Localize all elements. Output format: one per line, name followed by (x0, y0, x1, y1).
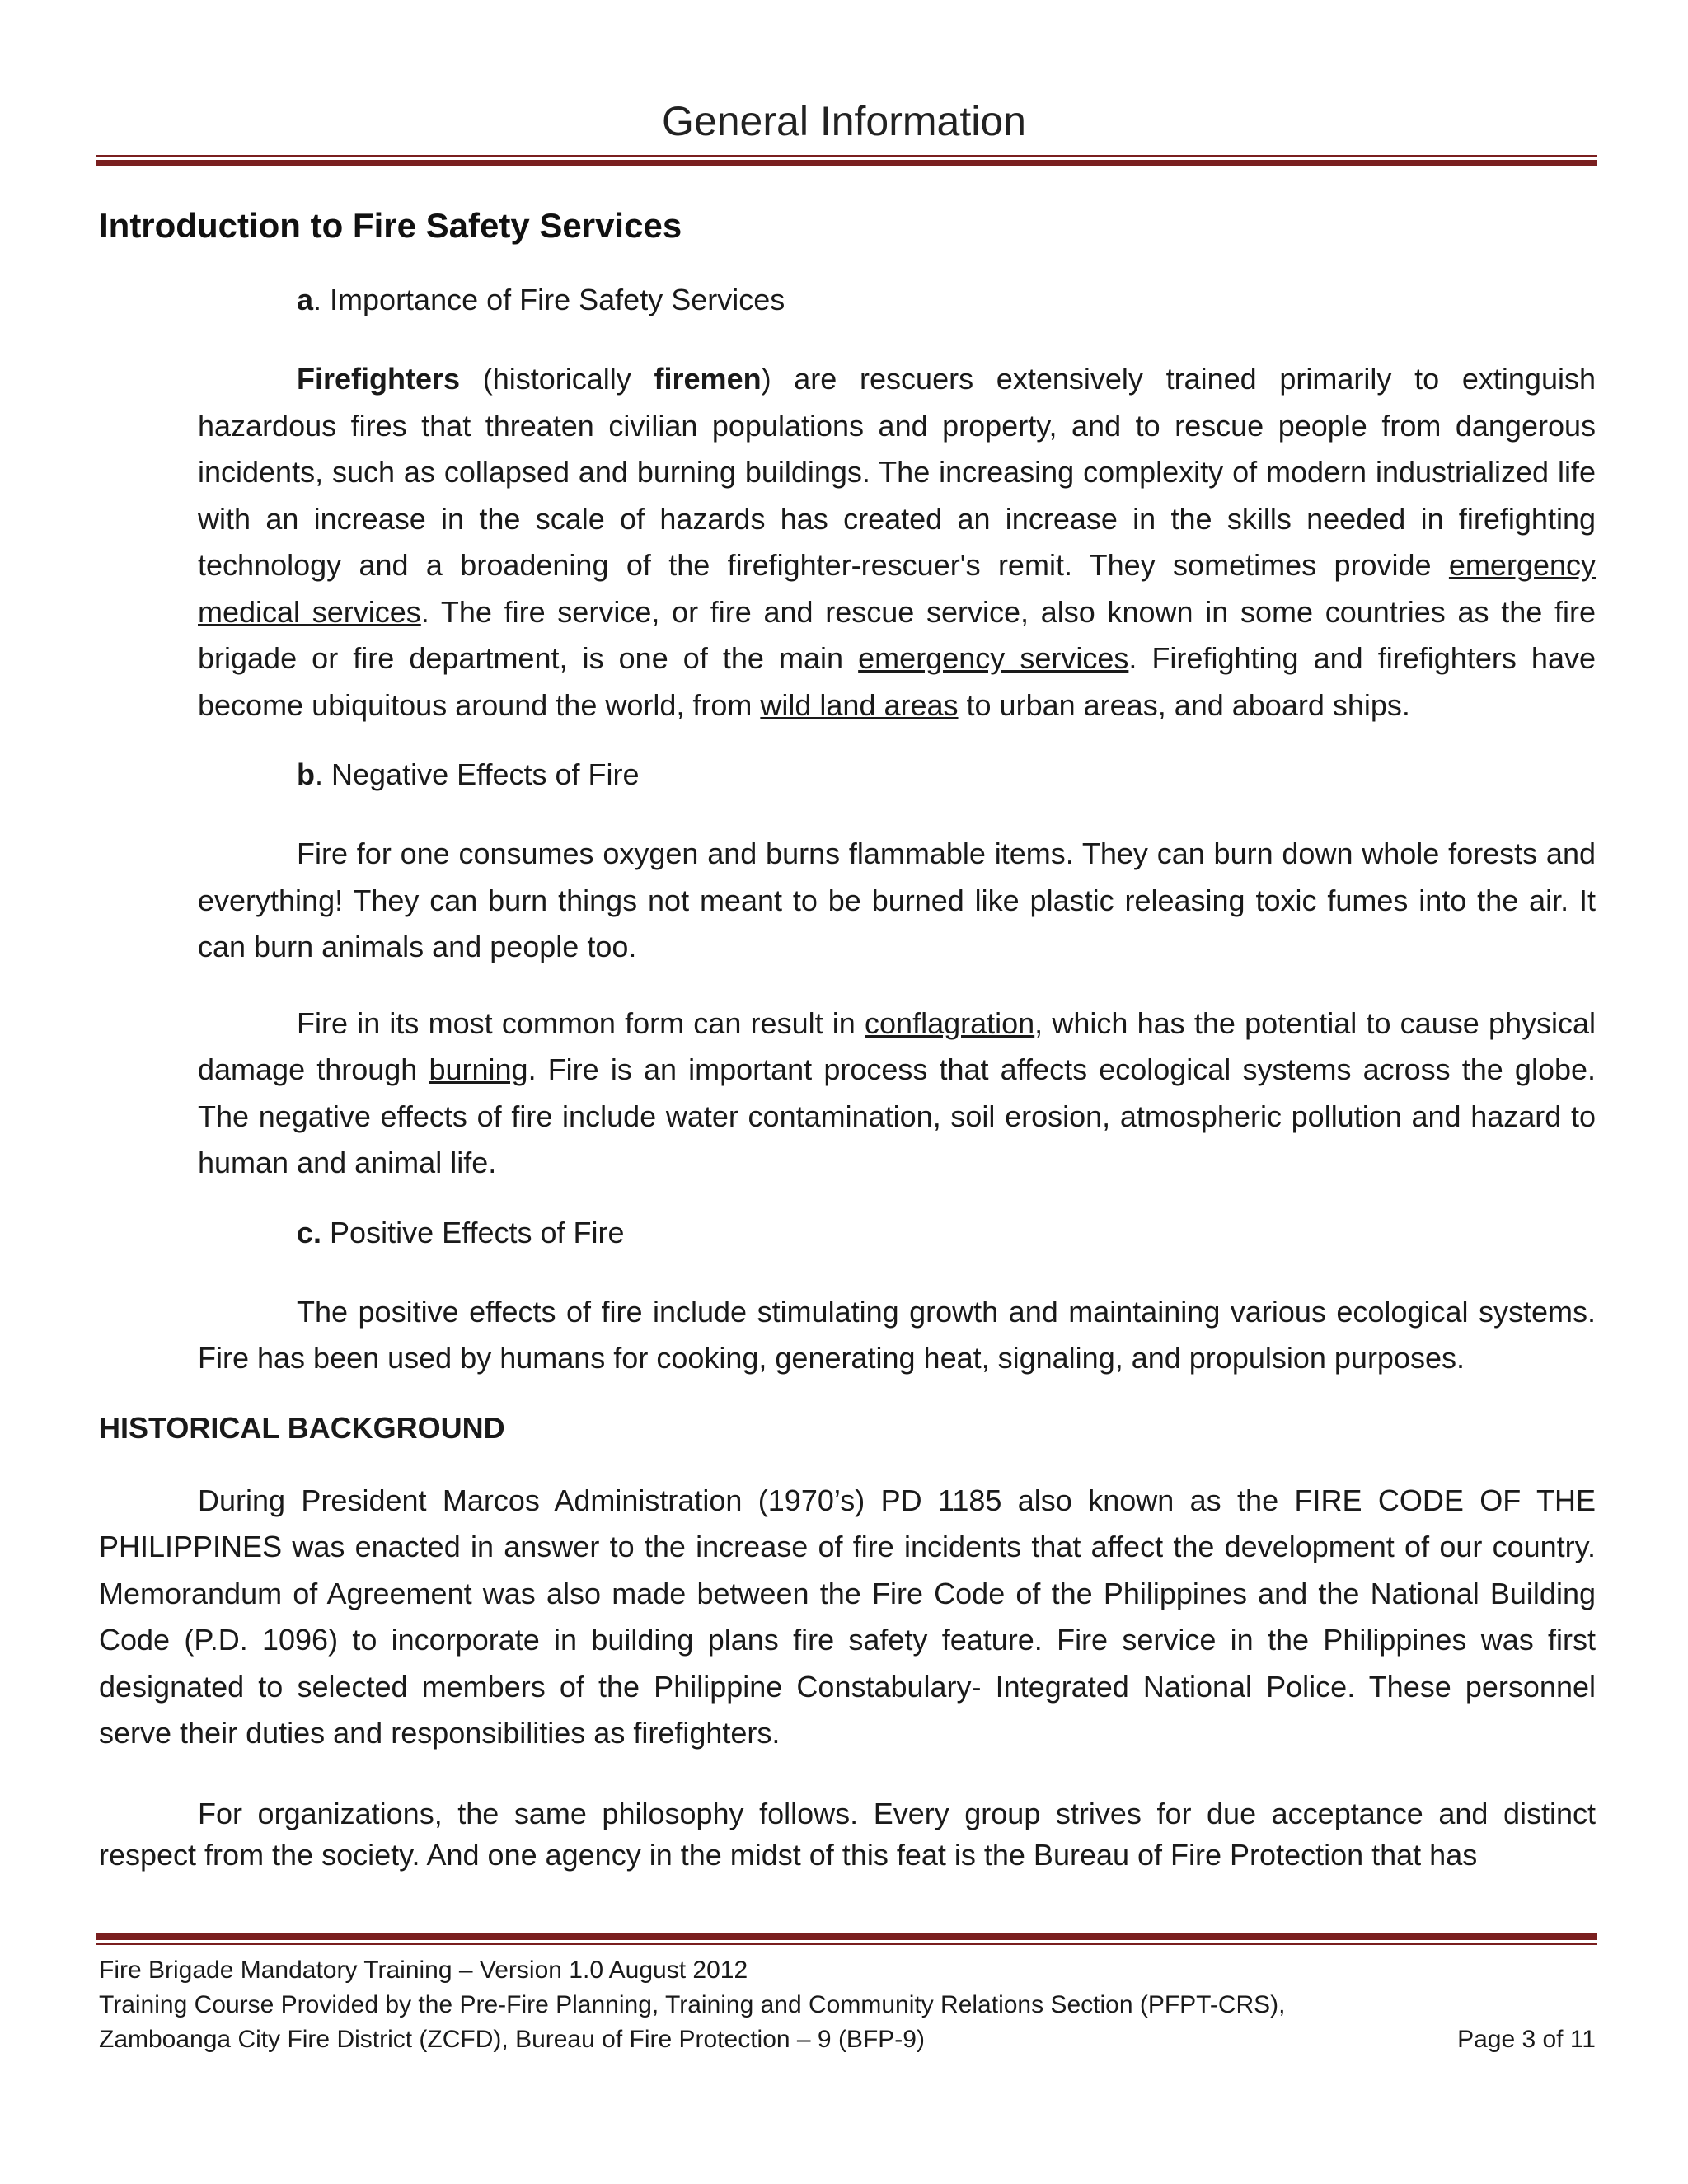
bold-firefighters: Firefighters (297, 362, 461, 396)
subheading-c-letter: c. (297, 1215, 322, 1249)
bold-firemen: firemen (654, 362, 762, 396)
subheading-b (297, 757, 1596, 793)
main-content (99, 206, 1596, 1904)
subheading-b-label: . Negative Effects of Fire (315, 757, 640, 791)
subheading-b-letter: b (297, 757, 315, 791)
page-number: Page 3 of 11 (1457, 2026, 1596, 2053)
subheading-a-label: . Importance of Fire Safety Services (313, 283, 785, 316)
text-span: Fire in its most common form can result in (297, 1005, 865, 1040)
section-title: Introduction to Fire Safety Services (99, 206, 682, 245)
text-span: (historically (460, 362, 654, 396)
text-span: to urban areas, and aboard ships. (958, 687, 1410, 722)
text-span: . The fire service, or fire and rescue service, also known in some countries as the fire brigade or fire department, is one of the main (198, 594, 1596, 675)
link-burning[interactable]: burning (429, 1052, 528, 1086)
paragraph-negative-2 (198, 1001, 1596, 1187)
page-footer (99, 1953, 1596, 2057)
footer-line-1: Fire Brigade Mandatory Training – Version 1.0 August 2012 (99, 1957, 748, 1984)
footer-line-3-row (99, 2022, 1596, 2057)
paragraph-positive: The positive effects of fire include stimulating growth and maintaining various ecological systems. Fire has been used by humans for cooking, generating heat, signaling, and propulsion purposes. (198, 1294, 1596, 1375)
text-span: ) are rescuers extensively trained primarily to extinguish hazardous fires that threaten civilian populations and property, and to rescue people from dangerous incidents, such as collapsed and burning buildings. The increasing complexity of modern industrialized life with an increase in the scale of hazards has created an increase in the skills needed in firefighting technology and a broadening of the firefighter-rescuer's remit. They sometimes provide (198, 362, 1596, 582)
paragraph-firefighters (198, 356, 1596, 729)
text-span: . Fire is an important process that affects ecological systems across the globe. The negative effects of fire include water contamination, soil erosion, atmospheric pollution and hazard to human and animal life. (198, 1052, 1597, 1179)
historical-background-heading: HISTORICAL BACKGROUND (99, 1410, 505, 1445)
subheading-a-letter: a (297, 283, 314, 316)
header-rule (96, 155, 1597, 166)
paragraph-negative-1: Fire for one consumes oxygen and burns flammable items. They can burn down whole forests and everything! They can burn things not meant to be burned like plastic releasing toxic fumes into the air. It can burn animals and people too. (198, 837, 1596, 963)
link-conflagration[interactable]: conflagration (865, 1005, 1035, 1040)
link-emergency-services[interactable]: emergency services (858, 641, 1129, 675)
page-header-title: General Information (662, 98, 1026, 144)
subheading-c (297, 1215, 1596, 1251)
text-span: . Firefighting and firefighters have become ubiquitous around the world, from (198, 641, 1596, 722)
footer-rule (96, 1933, 1597, 1945)
text-span: , which has the potential to cause physical damage through (198, 1005, 1596, 1086)
subheading-a (297, 282, 1596, 318)
paragraph-historical-1: During President Marcos Administration (1970’s) PD 1185 also known as the FIRE CODE OF THE PHILIPPINES was enacted in answer to the increase of fire incidents that affect the development of our country. Memorandum of Agreement was also made between the Fire Code of the Philippines and the National Building Code (P.D. 1096) to incorporate in building plans fire safety feature. Fire service in the Philippines was first designated to selected members of the Philippine Constabulary- Integrated National Police. These personnel serve their duties and responsibilities as firefighters. (99, 1483, 1596, 1750)
paragraph-historical-2: For organizations, the same philosophy follows. Every group strives for due acceptance and distinct respect from the society. And one agency in the midst of this feat is the Bureau of Fire Protection that has (99, 1796, 1596, 1872)
footer-line-2: Training Course Provided by the Pre-Fire Planning, Training and Community Relations Section (PFPT-CRS), (99, 1991, 1286, 2018)
subheading-c-label: Positive Effects of Fire (321, 1215, 625, 1249)
footer-line-3: Zamboanga City Fire District (ZCFD), Bureau of Fire Protection – 9 (BFP-9) (99, 2026, 925, 2053)
link-emergency-medical-services[interactable]: emergency medical services (198, 548, 1596, 629)
link-wild-land-areas[interactable]: wild land areas (760, 687, 959, 722)
